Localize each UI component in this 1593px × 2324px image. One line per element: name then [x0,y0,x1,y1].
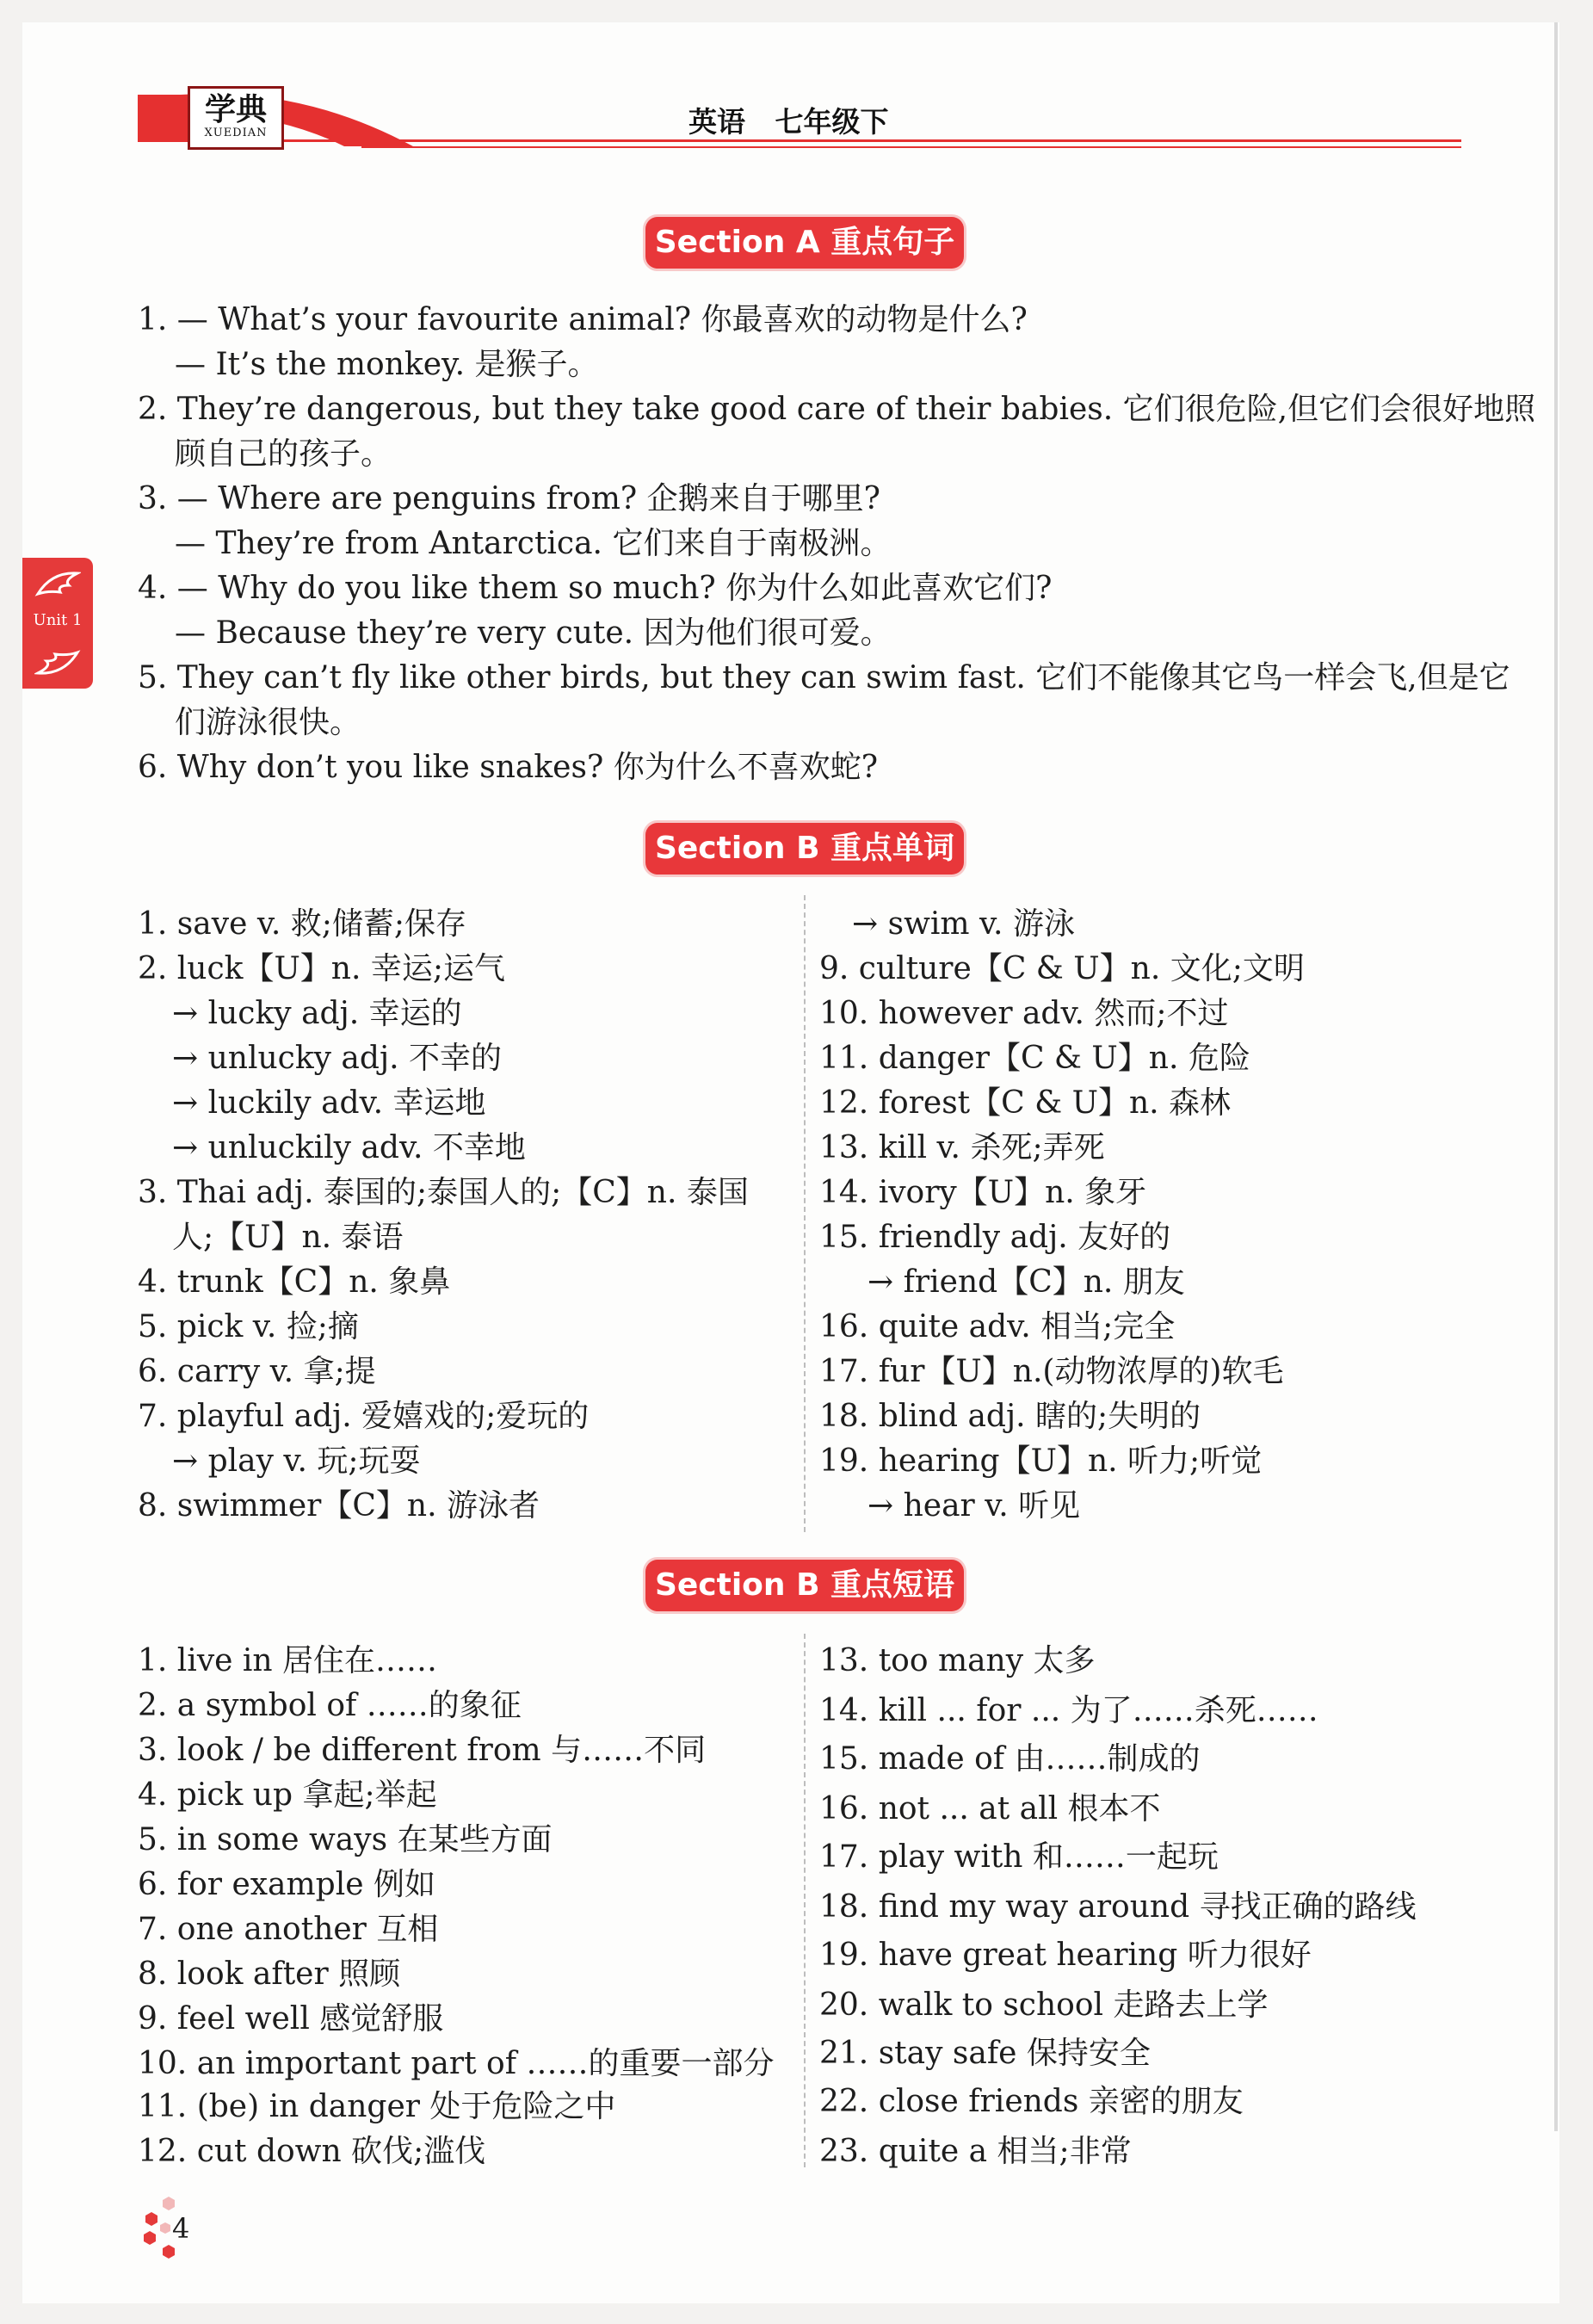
wing-icon [34,568,81,603]
word-entry: 18. blind adj. 瞎的;失明的 [819,1399,1201,1434]
phrase-entry: 14. kill ... for ... 为了……杀死…… [819,1693,1318,1728]
section-b-phrases-badge: Section B 重点短语 [645,1560,964,1611]
sentence-line: — It’s the monkey. 是猴子。 [175,347,599,382]
phrase-entry: 7. one another 互相 [138,1912,439,1947]
phrase-entry: 21. stay safe 保持安全 [819,2036,1151,2071]
word-entry: 16. quite adv. 相当;完全 [819,1309,1176,1344]
header-rule-bottom [361,146,1461,148]
word-entry: → friend【C】n. 朋友 [868,1264,1185,1300]
word-entry: 1. save v. 救;储蓄;保存 [138,906,467,942]
word-entry: → luckily adv. 幸运地 [172,1085,486,1121]
word-entry: 3. Thai adj. 泰国的;泰国人的;【C】n. 泰国 [138,1175,749,1210]
word-entry: 12. forest【C & U】n. 森林 [819,1085,1232,1121]
logo-english: XUEDIAN [204,127,268,139]
word-entry: 17. fur【U】n.(动物浓厚的)软毛 [819,1354,1284,1389]
word-entry: 14. ivory【U】n. 象牙 [819,1175,1147,1210]
phrase-entry: 15. made of 由……制成的 [819,1741,1201,1777]
book-title: 英语 七年级下 [688,105,889,139]
phrase-entry: 17. play with 和……一起玩 [819,1839,1219,1875]
word-entry: → hear v. 听见 [868,1488,1081,1524]
word-entry: 5. pick v. 捡;摘 [138,1309,359,1344]
phrase-entry: 3. look / be different from 与……不同 [138,1733,707,1768]
phrase-entry: 1. live in 居住在…… [138,1643,438,1678]
phrase-entry: 10. an important part of ……的重要一部分 [138,2046,775,2081]
sentence-line: 1. — What’s your favourite animal? 你最喜欢的动物是什么? [138,302,1028,337]
sentence-line: 们游泳很快。 [175,705,361,740]
phrase-entry: 16. not ... at all 根本不 [819,1791,1161,1826]
phrase-entry: 23. quite a 相当;非常 [819,2134,1132,2169]
sentence-line: 6. Why don’t you like snakes? 你为什么不喜欢蛇? [138,750,879,785]
phrase-entry: 9. feel well 感觉舒服 [138,2001,444,2037]
wing-icon [34,644,81,678]
page-edge [1554,22,1558,2131]
phrase-entry: 5. in some ways 在某些方面 [138,1822,553,1857]
word-entry: 10. however adv. 然而;不过 [819,996,1229,1031]
column-divider [804,895,806,1532]
phrase-entry: 20. walk to school 走路去上学 [819,1987,1269,2023]
sentence-line: 2. They’re dangerous, but they take good care of their babies. 它们很危险,但它们会很好地照 [138,392,1536,427]
word-entry: 19. hearing【U】n. 听力;听觉 [819,1443,1263,1479]
word-entry: → swim v. 游泳 [852,906,1075,942]
column-divider [804,1634,806,2167]
sentence-line: 5. They can’t fly like other birds, but they can swim fast. 它们不能像其它鸟一样会飞,但是它 [138,660,1510,695]
logo-chinese: 学典 [204,91,267,127]
phrase-entry: 11. (be) in danger 处于危险之中 [138,2089,616,2124]
word-entry: 2. luck【U】n. 幸运;运气 [138,951,506,986]
word-entry: 15. friendly adj. 友好的 [819,1220,1171,1255]
unit-side-tab [22,558,93,689]
word-entry: → unluckily adv. 不幸地 [172,1130,526,1165]
word-entry: 9. culture【C & U】n. 文化;文明 [819,951,1305,986]
word-entry: → play v. 玩;玩耍 [172,1443,421,1479]
section-b-words-badge: Section B 重点单词 [645,823,964,875]
sentence-line: 顾自己的孩子。 [175,436,392,472]
section-a-badge: Section A 重点句子 [645,217,964,269]
sentence-line: 3. — Where are penguins from? 企鹅来自于哪里? [138,481,880,516]
word-entry: → unlucky adj. 不幸的 [172,1041,502,1076]
publisher-logo [188,86,284,150]
word-entry: → lucky adj. 幸运的 [172,996,462,1031]
phrase-entry: 2. a symbol of ……的象征 [138,1688,522,1723]
unit-label: Unit 1 [33,611,83,629]
word-entry: 7. playful adj. 爱嬉戏的;爱玩的 [138,1399,590,1434]
page-number: 4 [172,2212,190,2245]
phrase-entry: 22. close friends 亲密的朋友 [819,2084,1244,2119]
word-entry: 11. danger【C & U】n. 危险 [819,1041,1250,1076]
word-entry: 6. carry v. 拿;提 [138,1354,376,1389]
phrase-entry: 12. cut down 砍伐;滥伐 [138,2134,486,2169]
phrase-entry: 4. pick up 拿起;举起 [138,1777,437,1813]
phrase-entry: 13. too many 太多 [819,1643,1096,1678]
word-entry: 13. kill v. 杀死;弄死 [819,1130,1105,1165]
sentence-line: — Because they’re very cute. 因为他们很可爱。 [175,615,892,651]
phrase-entry: 19. have great hearing 听力很好 [819,1938,1312,1973]
sentence-line: — They’re from Antarctica. 它们来自于南极洲。 [175,526,892,561]
sentence-line: 4. — Why do you like them so much? 你为什么如此喜欢它们? [138,571,1053,606]
phrase-entry: 18. find my way around 寻找正确的路线 [819,1889,1417,1925]
phrase-entry: 8. look after 照顾 [138,1956,401,1992]
word-entry: 8. swimmer【C】n. 游泳者 [138,1488,540,1524]
word-entry: 人;【U】n. 泰语 [172,1220,404,1255]
word-entry: 4. trunk【C】n. 象鼻 [138,1264,451,1300]
phrase-entry: 6. for example 例如 [138,1867,435,1902]
